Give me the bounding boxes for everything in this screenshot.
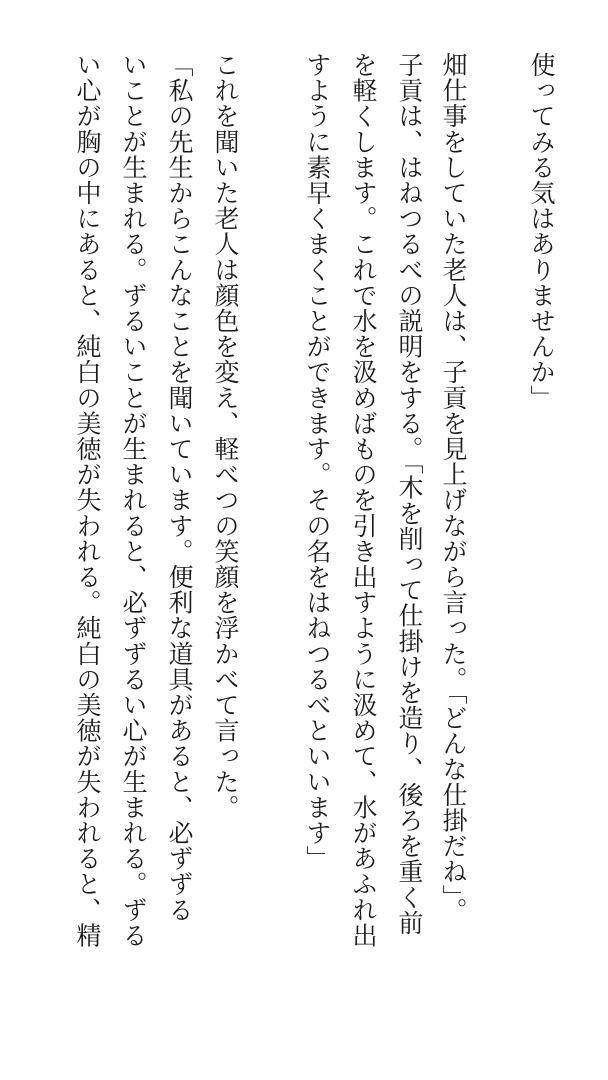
- text-column-6: これを聞いた老人は顔色を変え、軽べつの笑顔を浮かべて言った。: [211, 52, 240, 820]
- text-column-3: 子貢は、はねつるべの説明をする。「木を削って仕掛けを造り、後ろを重く前: [395, 52, 424, 936]
- text-column-5: すように素早くまくことができます。その名をはねつるべといいます」: [303, 52, 332, 872]
- text-column-7: 「私の先生からこんなことを聞いています。便利な道具があると、必ずずる: [165, 52, 194, 923]
- text-column-9: い心が胸の中にあると、純白の美徳が失われる。純白の美徳が失われると、精: [73, 52, 102, 948]
- text-column-8: いことが生まれる。ずるいことが生まれると、必ずずるい心が生まれる。ずる: [119, 52, 148, 948]
- text-column-4: を軽くします。これで水を汲めばものを引き出すように汲めて、水があふれ出: [349, 52, 378, 948]
- text-column-2: 畑仕事をしていた老人は、子貢を見上げながら言った。「どんな仕掛だね」。: [439, 52, 468, 923]
- text-column-1: 使ってみる気はありませんか」: [527, 52, 556, 411]
